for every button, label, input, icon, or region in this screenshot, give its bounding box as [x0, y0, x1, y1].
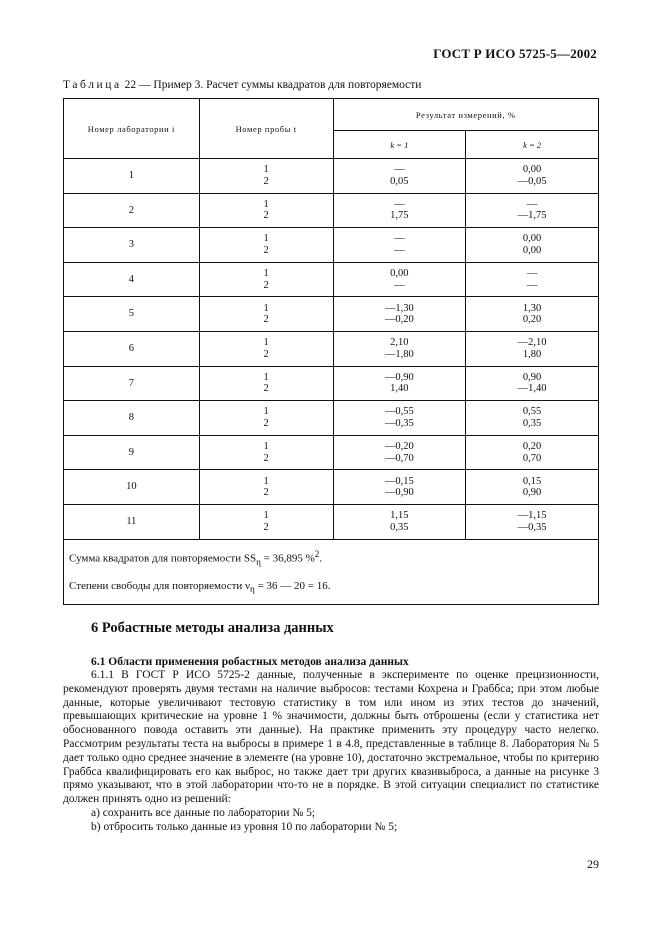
sample-numbers [199, 159, 333, 194]
k2-value: —1,40 [517, 383, 547, 395]
table-footer-row [64, 539, 599, 604]
sum-end: . [319, 552, 323, 565]
k1-value: — [394, 279, 405, 291]
k2-values [466, 470, 599, 505]
lab-number: 11 [64, 504, 200, 539]
table-caption-word: Таблица [63, 79, 122, 91]
k1-value: —0,35 [384, 417, 414, 429]
sample-number: 2 [263, 314, 269, 326]
k2-values [466, 297, 599, 332]
k1-value: 0,00 [390, 268, 409, 280]
sample-numbers [199, 504, 333, 539]
sample-numbers [199, 366, 333, 401]
k2-values [466, 435, 599, 470]
k1-value: —0,90 [384, 487, 414, 499]
table-row [64, 504, 599, 539]
lab-number: 8 [64, 401, 200, 436]
sum-superscript: 2 [314, 548, 320, 559]
k2-value: — [526, 279, 538, 291]
repeatability-table [63, 98, 599, 605]
k1-value: —0,90 [384, 371, 414, 383]
table-row [64, 470, 599, 505]
list-item: b) отбросить только данные из уровня 10 по лаборатории № 5; [91, 820, 398, 833]
k2-value: 0,15 [522, 475, 542, 487]
k1-value: —0,55 [384, 406, 414, 418]
table-row [64, 193, 599, 228]
sample-numbers [199, 297, 333, 332]
table-row [64, 262, 599, 297]
k2-value: 0,00 [522, 233, 542, 245]
sample-number: 2 [263, 348, 269, 360]
k2-value: 0,55 [522, 406, 542, 418]
body-text [63, 669, 599, 835]
k1-values [333, 470, 466, 505]
table-row [64, 297, 599, 332]
sample-number: 1 [263, 302, 269, 314]
k2-value: 0,20 [522, 314, 542, 326]
sum-subscript: η [256, 556, 261, 567]
sample-number: 1 [263, 198, 269, 210]
k1-value: —0,20 [384, 314, 414, 326]
k2-value: 0,00 [522, 164, 542, 176]
k1-value: —0,70 [384, 452, 414, 464]
table-row [64, 228, 599, 263]
sample-numbers [199, 193, 333, 228]
column-header-result: Результат измерений, % [333, 99, 599, 131]
sum-of-squares-line [69, 545, 598, 571]
sample-numbers [199, 228, 333, 263]
sample-number: 2 [263, 487, 269, 499]
k2-values [466, 366, 599, 401]
sample-number: 1 [263, 337, 269, 349]
sum-value: = 36,895 % [260, 552, 315, 565]
k2-values [466, 504, 599, 539]
k2-value: 0,00 [522, 244, 542, 256]
sample-number: 1 [263, 268, 269, 280]
lab-number: 3 [64, 228, 200, 263]
k2-values [466, 331, 599, 366]
sample-numbers [199, 470, 333, 505]
k1-value: 1,75 [390, 210, 409, 222]
k1-values [333, 159, 466, 194]
column-header-k2: k = 2 [466, 131, 599, 159]
k1-values [333, 193, 466, 228]
dof-label: Степени свободы для повторяемости ν [69, 580, 251, 593]
k1-value: 0,35 [390, 521, 409, 533]
k2-value: —0,35 [517, 521, 547, 533]
sample-number: 2 [263, 452, 269, 464]
sum-label: Сумма квадратов для повторяемости SS [69, 552, 257, 565]
sample-number: 2 [263, 417, 269, 429]
lab-number: 1 [64, 159, 200, 194]
sample-number: 2 [263, 175, 269, 187]
column-header-k1: k = 1 [333, 131, 466, 159]
k2-value: 0,35 [522, 417, 542, 429]
sample-number: 1 [263, 475, 269, 487]
sample-number: 2 [263, 244, 269, 256]
k2-value: —1,75 [517, 210, 547, 222]
k2-value: 0,90 [522, 371, 542, 383]
k2-value: 1,80 [522, 348, 542, 360]
k2-value: 0,20 [522, 441, 542, 453]
sample-number: 2 [263, 383, 269, 395]
k1-value: — [394, 233, 405, 245]
section-title: 6 Робастные методы анализа данных [91, 620, 334, 636]
k2-values [466, 401, 599, 436]
k1-values [333, 331, 466, 366]
sample-numbers [199, 331, 333, 366]
k2-values [466, 193, 599, 228]
k1-value: —0,15 [384, 475, 414, 487]
sample-number: 1 [263, 371, 269, 383]
k2-value: —0,05 [517, 175, 547, 187]
lab-number: 10 [64, 470, 200, 505]
sample-number: 1 [263, 164, 269, 176]
lab-number: 4 [64, 262, 200, 297]
k1-value: —1,30 [384, 302, 414, 314]
lab-number: 7 [64, 366, 200, 401]
paragraph-6-1-1: 6.1.1 В ГОСТ Р ИСО 5725-2 данные, полученные в эксперименте по оценке прецизионности, рекомендуют проверять двумя тестами на наличие выбросов: тестами Кохрена и Граббса; при этом любые данные, которые увеличивают тестовую статистику в том или ином из этих тестов до значений, превышающих критические на уровне 1 % значимости, должны быть отброшены (если у статистика нет обоснованного повода оставить эти данные). На практике применить эту процедуру часто нелегко. Рассмотрим результаты теста на выбросы в примере 1 в 4.8, представленные в таблице 8. Лаборатория № 5 дает только одно среднее значение в элементе (на уровне 10), достаточно экстремальное, чтобы по критерию Граббса квалифицировать его как выброс, но также дает три других квазивыброса, а данные на рисунке 3 прямо указывают, что в этой лаборатории что-то не в порядке. В этой ситуации специалист по статистике должен принять одно из решений: [63, 669, 599, 806]
lab-number: 9 [64, 435, 200, 470]
sample-numbers [199, 401, 333, 436]
k1-value: — [394, 244, 405, 256]
k1-value: — [394, 198, 405, 210]
document-header: ГОСТ Р ИСО 5725-5—2002 [433, 46, 597, 61]
table-row [64, 366, 599, 401]
k1-values [333, 366, 466, 401]
table-caption [63, 79, 421, 91]
k2-values [466, 262, 599, 297]
k2-value: 0,70 [522, 452, 542, 464]
page-number: 29 [587, 857, 599, 871]
k2-value: — [526, 198, 538, 210]
k2-value: —2,10 [517, 337, 547, 349]
column-header-lab: Номер лаборатории i [64, 99, 200, 159]
column-header-sample: Номер пробы t [199, 99, 333, 159]
table-footer [64, 539, 599, 604]
subsection-title: 6.1 Области применения робастных методов анализа данных [91, 656, 409, 668]
list-item: а) сохранить все данные по лаборатории № 5; [91, 806, 316, 819]
k1-values [333, 435, 466, 470]
sample-number: 1 [263, 406, 269, 418]
dof-value: = 36 — 20 = 16. [254, 580, 331, 593]
k1-value: 0,05 [390, 175, 409, 187]
table-row [64, 401, 599, 436]
sample-number: 2 [263, 210, 269, 222]
table-row [64, 435, 599, 470]
sample-number: 1 [263, 441, 269, 453]
k1-value: 1,15 [390, 510, 409, 522]
k1-values [333, 297, 466, 332]
table-row [64, 331, 599, 366]
lab-number: 6 [64, 331, 200, 366]
sample-number: 2 [263, 279, 269, 291]
k1-value: —1,80 [384, 348, 414, 360]
table-caption-text: 22 — Пример 3. Расчет суммы квадратов для повторяемости [121, 79, 422, 91]
k2-value: —1,15 [517, 510, 547, 522]
k1-values [333, 504, 466, 539]
sample-number: 1 [263, 510, 269, 522]
table-row [64, 159, 599, 194]
k2-value: 1,30 [522, 302, 542, 314]
k1-values [333, 401, 466, 436]
sample-numbers [199, 262, 333, 297]
k1-values [333, 228, 466, 263]
k1-value: — [394, 164, 405, 176]
k1-value: —0,20 [384, 441, 414, 453]
degrees-of-freedom-line [69, 570, 598, 603]
k2-values [466, 159, 599, 194]
sample-number: 1 [263, 233, 269, 245]
k2-value: 0,90 [522, 487, 542, 499]
k1-values [333, 262, 466, 297]
k1-value: 1,40 [390, 383, 409, 395]
sample-number: 2 [263, 521, 269, 533]
k1-value: 2,10 [390, 337, 409, 349]
k2-value: — [526, 268, 538, 280]
lab-number: 2 [64, 193, 200, 228]
lab-number: 5 [64, 297, 200, 332]
k2-values [466, 228, 599, 263]
dof-subscript: η [250, 584, 255, 595]
sample-numbers [199, 435, 333, 470]
